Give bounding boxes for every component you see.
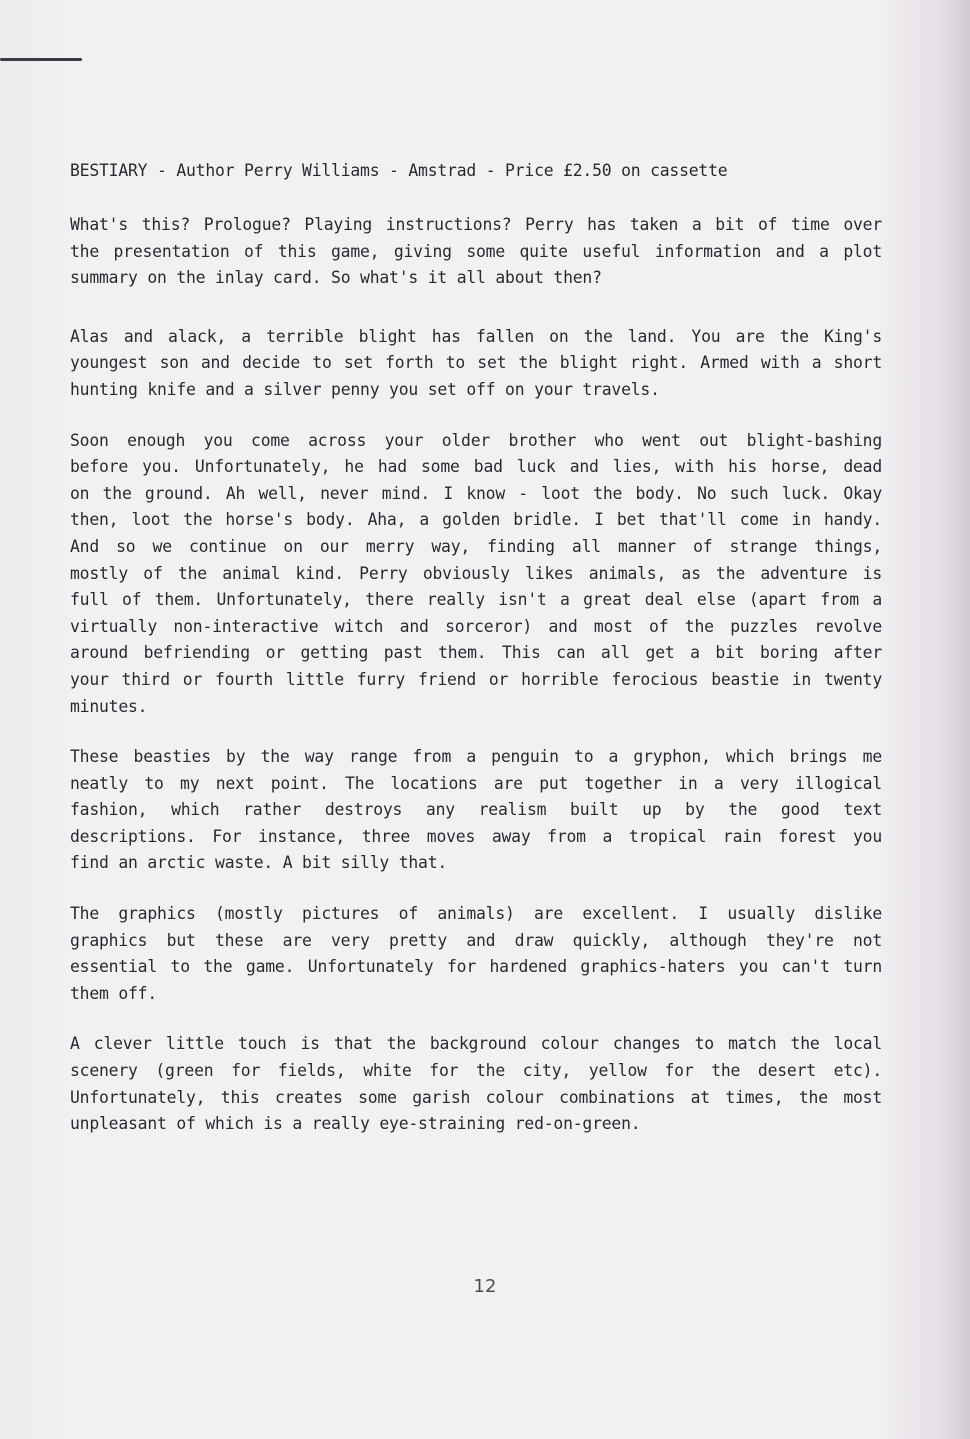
text-line: then, loot the horse's body. Aha, a golden bridle. I bet that'll come in handy. — [70, 510, 882, 530]
paragraph-5 — [70, 901, 882, 1007]
paragraph-6 — [70, 1031, 882, 1137]
text-line: around befriending or getting past them. This can all get a bit boring after — [70, 643, 882, 663]
text-line: mostly of the animal kind. Perry obviously likes animals, as the adventure is — [70, 563, 882, 583]
article-title: BESTIARY - Author Perry Williams - Amstrad - Price £2.50 on cassette — [70, 161, 728, 180]
text-line: Unfortunately, this creates some garish colour combinations at times, the most — [70, 1087, 882, 1107]
text-line: the presentation of this game, giving some quite useful information and a plot — [70, 241, 882, 261]
text-line: summary on the inlay card. So what's it all about then? — [70, 268, 602, 288]
text-line: Alas and alack, a terrible blight has fallen on the land. You are the King's — [70, 326, 882, 346]
page-number: 12 — [473, 1276, 497, 1297]
text-line: your third or fourth little furry friend or horrible ferocious beastie in twenty — [70, 669, 882, 689]
text-line: The graphics (mostly pictures of animals) are excellent. I usually dislike — [70, 904, 882, 924]
article-body — [70, 158, 882, 1162]
text-line: graphics but these are very pretty and draw quickly, although they're not — [70, 930, 882, 950]
text-line: descriptions. For instance, three moves away from a tropical rain forest you — [70, 826, 882, 846]
paragraph-4 — [70, 744, 882, 877]
text-line: before you. Unfortunately, he had some bad luck and lies, with his horse, dead — [70, 457, 882, 477]
text-line: And so we continue on our merry way, finding all manner of strange things, — [70, 536, 882, 556]
text-line: A clever little touch is that the background colour changes to match the local — [70, 1034, 882, 1054]
text-line: neatly to my next point. The locations are put together in a very illogical — [70, 773, 882, 793]
paragraph-1 — [70, 212, 882, 292]
margin-mark — [0, 58, 82, 61]
text-line: fashion, which rather destroys any realism built up by the good text — [70, 800, 882, 820]
text-line: youngest son and decide to set forth to set the blight right. Armed with a short — [70, 353, 882, 373]
text-line: hunting knife and a silver penny you set off on your travels. — [70, 379, 660, 399]
text-line: minutes. — [70, 696, 148, 716]
text-line: on the ground. Ah well, never mind. I know - loot the body. No such luck. Okay — [70, 483, 882, 503]
text-line: These beasties by the way range from a penguin to a gryphon, which brings me — [70, 747, 882, 767]
text-line: find an arctic waste. A bit silly that. — [70, 853, 448, 873]
paragraph-3 — [70, 428, 882, 721]
text-line: What's this? Prologue? Playing instructions? Perry has taken a bit of time over — [70, 215, 882, 234]
text-line: virtually non-interactive witch and sorceror) and most of the puzzles revolve — [70, 616, 882, 636]
text-line: essential to the game. Unfortunately for hardened graphics-haters you can't turn — [70, 957, 882, 977]
text-line: Soon enough you come across your older brother who went out blight-bashing — [70, 430, 882, 450]
text-line: scenery (green for fields, white for the city, yellow for the desert etc). — [70, 1061, 882, 1081]
paragraph-2 — [70, 324, 882, 404]
text-line: full of them. Unfortunately, there really isn't a great deal else (apart from a — [70, 590, 882, 610]
text-line: them off. — [70, 983, 158, 1003]
text-line: unpleasant of which is a really eye-straining red-on-green. — [70, 1114, 641, 1134]
